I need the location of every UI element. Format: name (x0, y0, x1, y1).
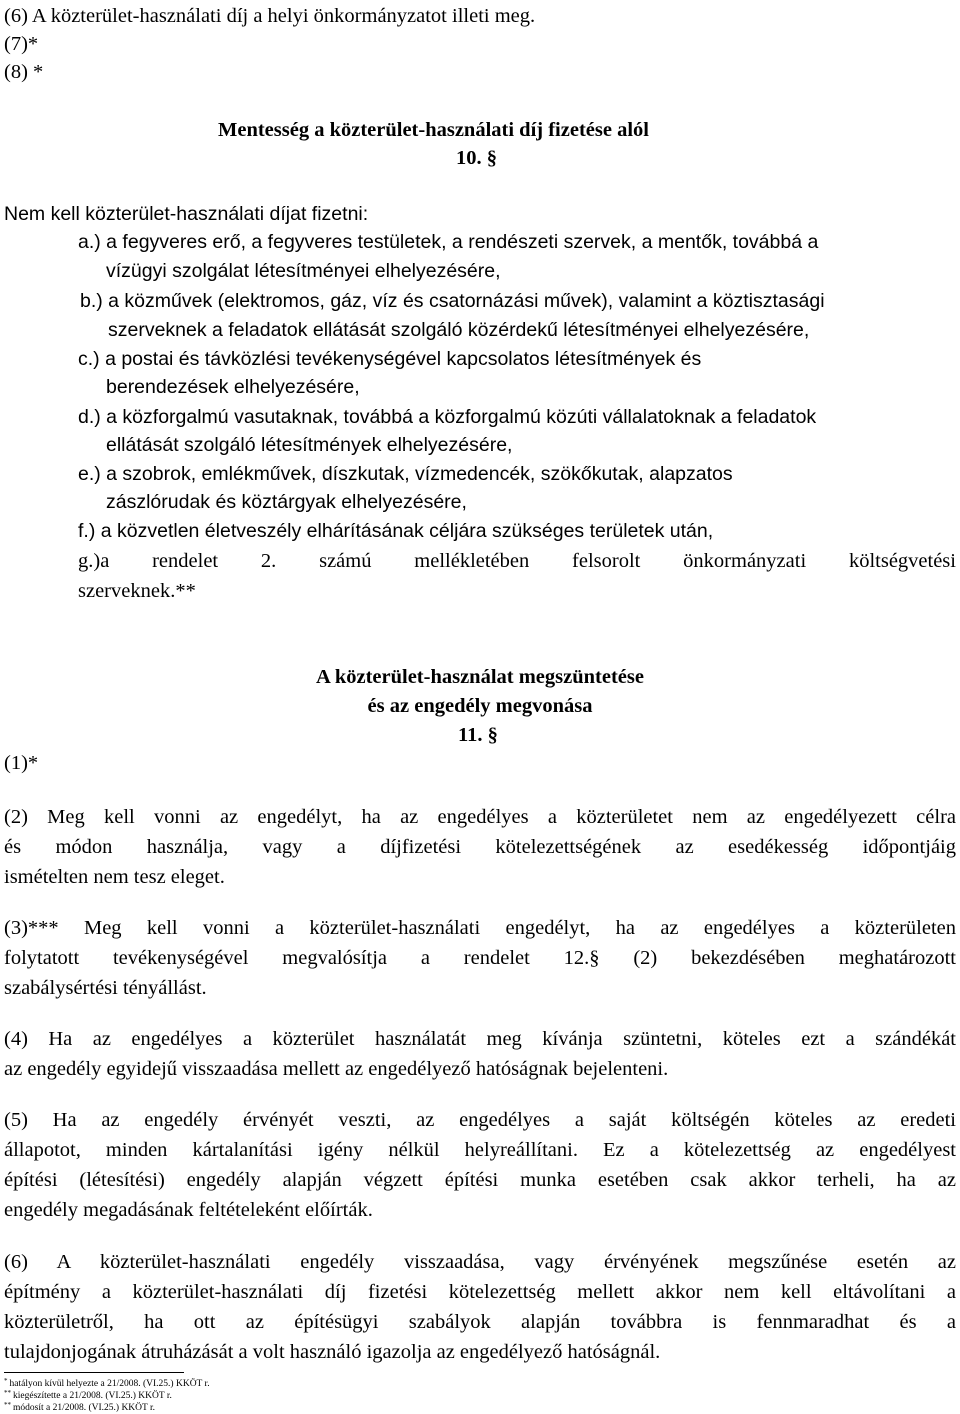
section-10-number: 10. § (456, 147, 497, 169)
footnote-2 (4, 1390, 172, 1402)
footnote-1-text: hatályon kívül helyezte a 21/2008. (VI.25.) KKÖT r. (9, 1379, 210, 1389)
list-item-b-line2: szerveknek a feladatok ellátását szolgáló közérdekű létesítményei elhelyezésére, (108, 319, 810, 341)
section-11-title-line2: és az engedély megvonása (367, 695, 593, 717)
list-item-d-line2: ellátását szolgáló létesítmények elhelyezésére, (106, 434, 513, 456)
footnote-1 (4, 1378, 210, 1390)
footnote-2-text: kiegészítette a 21/2008. (VI.25.) KKÖT r. (13, 1391, 172, 1401)
list-item-d-line1: d.) a közforgalmú vasutaknak, továbbá a közforgalmú közúti vállalatoknak a feladatok (78, 406, 817, 428)
list-item-g-line2: szerveknek.** (78, 580, 196, 602)
footnote-separator (4, 1372, 184, 1373)
section-10-intro: Nem kell közterület-használati díjat fizetni: (4, 203, 369, 225)
paragraph-5-line4: engedély megadásának feltételeként előírták. (4, 1199, 373, 1221)
section-10-title: Mentesség a közterület-használati díj fizetése alól (218, 119, 649, 141)
list-item-c-line2: berendezések elhelyezésére, (106, 376, 360, 398)
list-item-c-line1: c.) a postai és távközlési tevékenységével kapcsolatos létesítmények és (78, 348, 702, 370)
footnote-3-mark: ** (4, 1401, 11, 1409)
paragraph-6-line1: (6) A közterület-használati engedély visszaadása, vagy érvényének megszűnése esetén az (4, 1251, 956, 1273)
paragraph-2-line1: (2) Meg kell vonni az engedélyt, ha az engedélyes a közterületet nem az engedélyezett célra (4, 806, 956, 828)
paragraph-6-fee: (6) A közterület-használati díj a helyi önkormányzatot illeti meg. (4, 5, 536, 27)
list-item-f: f.) a közvetlen életveszély elhárításának céljára szükséges területek után, (78, 520, 714, 542)
paragraph-2-line3: ismételten nem tesz eleget. (4, 866, 225, 888)
paragraph-8-repealed: (8) * (4, 61, 44, 83)
paragraph-7-repealed: (7)* (4, 33, 39, 55)
footnote-2-mark: ** (4, 1389, 11, 1397)
footnote-3-text: módosít a 21/2008. (VI.25.) KKÖT r. (13, 1403, 156, 1413)
list-item-e-line2: zászlórudak és köztárgyak elhelyezésére, (106, 491, 467, 513)
paragraph-3-line2: folytatott tevékenységével megvalósítja a rendelet 12.§ (2) bekezdésében meghatározott (4, 947, 956, 969)
paragraph-6-line2: építmény a közterület-használati díj fizetési kötelezettség mellett akkor nem kell eltávolítani a (4, 1281, 956, 1303)
paragraph-3-line3: szabálysértési tényállást. (4, 977, 207, 999)
paragraph-3-line1: (3)*** Meg kell vonni a közterület-használati engedélyt, ha az engedélyes a közterületen (4, 917, 956, 939)
paragraph-4-line1: (4) Ha az engedélyes a közterület használatát meg kívánja szüntetni, köteles ezt a szándékát (4, 1028, 956, 1050)
list-item-e-line1: e.) a szobrok, emlékművek, díszkutak, vízmedencék, szökőkutak, alapzatos (78, 463, 733, 485)
footnote-3 (4, 1402, 155, 1414)
paragraph-5-line2: állapotot, minden kártalanítási igény nélkül helyreállítani. Ez a kötelezettség az engedélyest (4, 1139, 956, 1161)
footnote-1-mark: * (4, 1377, 8, 1385)
list-item-b-line1: b.) a közművek (elektromos, gáz, víz és csatornázási művek), valamint a köztisztasági (80, 290, 825, 312)
paragraph-6-line4: tulajdonjogának átruházását a volt használó igazolja az engedélyező hatóságnál. (4, 1341, 661, 1363)
list-item-g-line1: g.)a rendelet 2. számú mellékletében felsorolt önkormányzati költségvetési (78, 550, 956, 572)
list-item-a-line1: a.) a fegyveres erő, a fegyveres testületek, a rendészeti szervek, a mentők, továbbá a (78, 231, 819, 253)
section-11-number: 11. § (458, 724, 498, 746)
paragraph-6-line3: közterületről, ha ott az építésügyi szabályok alapján továbbra is fennmaradhat és a (4, 1311, 956, 1333)
paragraph-1-repealed: (1)* (4, 752, 39, 774)
paragraph-5-line3: építési (létesítési) engedély alapján végzett építési munka esetében csak akkor terheli, ha az (4, 1169, 956, 1191)
list-item-a-line2: vízügyi szolgálat létesítményei elhelyezésére, (106, 260, 501, 282)
paragraph-5-line1: (5) Ha az engedély érvényét veszti, az engedélyes a saját költségén köteles az eredeti (4, 1109, 956, 1131)
section-11-title-line1: A közterület-használat megszüntetése (316, 666, 644, 688)
paragraph-2-line2: és módon használja, vagy a díjfizetési kötelezettségének az esedékesség időpontjáig (4, 836, 956, 858)
paragraph-4-line2: az engedély egyidejű visszaadása mellett az engedélyező hatóságnak bejelenteni. (4, 1058, 669, 1080)
